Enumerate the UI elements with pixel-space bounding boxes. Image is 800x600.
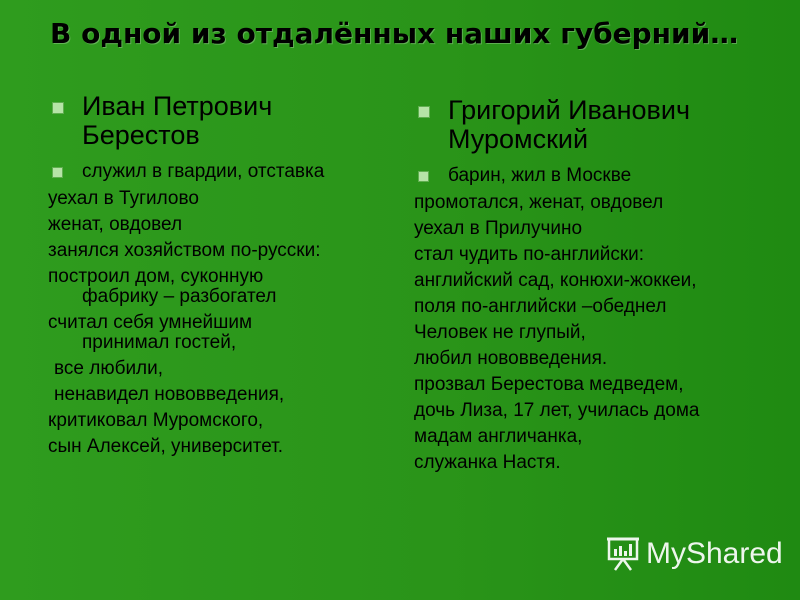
right-heading: Григорий Иванович Муромский (414, 96, 794, 154)
right-line: Человек не глупый, (414, 322, 586, 343)
presentation-board-icon (606, 536, 640, 572)
left-line: сын Алексей, университет. (48, 436, 284, 457)
right-line: промотался, женат, овдовел (414, 192, 664, 213)
right-line: стал чудить по-английски: (414, 244, 645, 265)
right-column (414, 96, 794, 479)
watermark-logo (606, 534, 783, 574)
right-line: уехал в Прилучино (414, 218, 583, 239)
left-column (48, 92, 388, 463)
left-line: занялся хозяйством по-русски: (48, 240, 321, 261)
right-line: английский сад, конюхи-жоккеи, (414, 270, 697, 291)
right-line: мадам англичанка, (414, 426, 583, 447)
slide-title: В одной из отдалённых наших губерний… (50, 17, 739, 50)
watermark-brand: MyShared (646, 537, 783, 570)
right-line: прозвал Берестова медведем, (414, 374, 684, 395)
right-line: служанка Настя. (414, 452, 561, 473)
left-line: уехал в Тугилово (48, 188, 199, 209)
right-line: любил нововведения. (414, 348, 608, 369)
left-line: все любили, (54, 358, 164, 379)
left-line: построил дом, суконную фабрику – разбогател (48, 266, 277, 307)
right-bullet: барин, жил в Москве (414, 166, 794, 186)
right-line: дочь Лиза, 17 лет, училась дома (414, 400, 700, 421)
right-line: поля по-английски –обеднел (414, 296, 667, 317)
left-line: ненавидел нововведения, (54, 384, 285, 405)
left-line: критиковал Муромского, (48, 410, 264, 431)
left-heading: Иван Петрович Берестов (48, 92, 388, 150)
left-line: считал себя умнейшим принимал гостей, (48, 312, 253, 353)
left-line: женат, овдовел (48, 214, 183, 235)
left-bullet: служил в гвардии, отставка (48, 162, 388, 182)
